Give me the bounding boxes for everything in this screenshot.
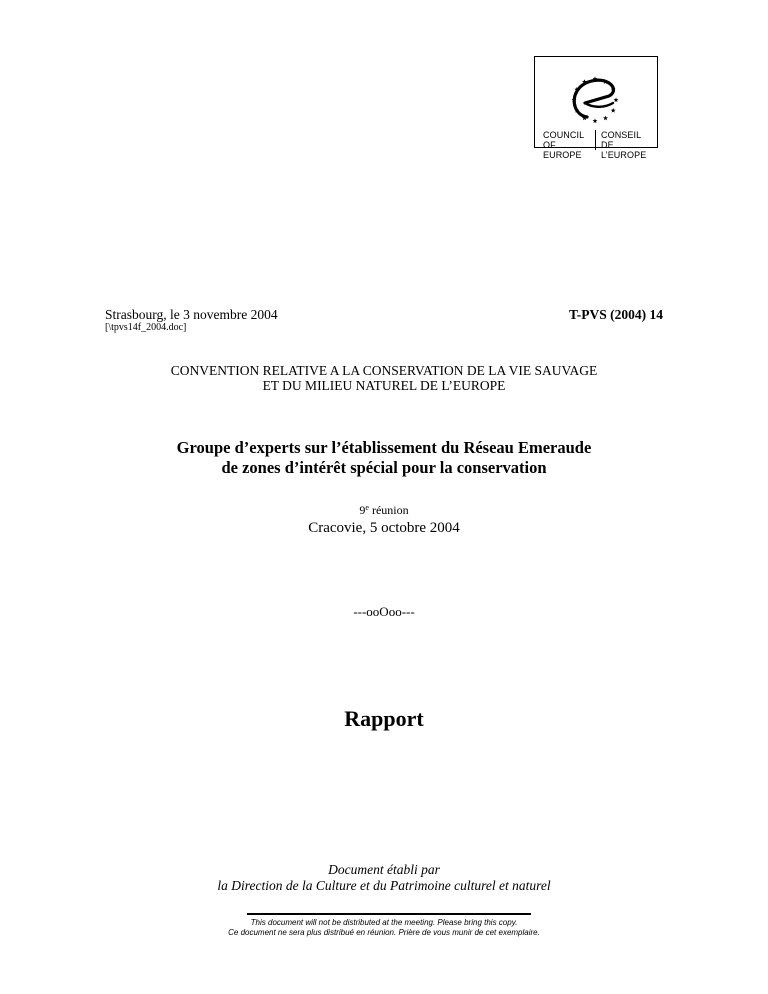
logo-text-english: [543, 130, 591, 160]
meeting-ordinal: 9: [359, 503, 366, 517]
notice-english: This document will not be distributed at the meeting. Please bring this copy.: [250, 918, 518, 927]
place-date: Strasbourg, le 3 novembre 2004: [105, 307, 278, 322]
author-line-1: Document établi par: [328, 862, 440, 877]
convention-line-1: CONVENTION RELATIVE A LA CONSERVATION DE LA VIE SAUVAGE: [170, 363, 598, 378]
author-line-2: la Direction de la Culture et du Patrimoine culturel et naturel: [217, 878, 551, 893]
report-title: Rapport: [344, 706, 424, 731]
star-icon: [603, 116, 608, 121]
logo-text-of-europe: OF EUROPE: [543, 140, 582, 160]
document-title-line-2: de zones d’intérêt spécial pour la conservation: [221, 458, 547, 477]
notice-divider: [247, 913, 531, 915]
logo-divider: [595, 130, 596, 150]
convention-line-2: ET DU MILIEU NATUREL DE L’EUROPE: [262, 378, 506, 393]
document-reference: T-PVS (2004) 14: [568, 307, 663, 322]
meeting-label: réunion: [371, 503, 409, 517]
section-separator: ---ooOoo---: [353, 604, 415, 619]
file-reference: [\tpvs14f_2004.doc]: [105, 322, 187, 333]
logo-text-de-l-europe: DE L’EUROPE: [601, 140, 647, 160]
notice-french: Ce document ne sera plus distribué en réunion. Prière de vous munir de cet exemplaire.: [228, 928, 540, 937]
logo-text-french: [601, 130, 661, 160]
star-icon: [593, 118, 598, 123]
document-title-line-1: Groupe d’experts sur l’établissement du Réseau Emeraude: [176, 438, 592, 457]
star-icon: [614, 97, 619, 102]
logo-text-conseil: CONSEIL: [601, 130, 642, 140]
logo-text-council: COUNCIL: [543, 130, 585, 140]
meeting-place-date: Cracovie, 5 octobre 2004: [308, 520, 460, 536]
star-icon: [611, 108, 616, 113]
meeting-number: [0, 503, 768, 518]
meeting-ordinal-suffix: e: [365, 503, 369, 512]
